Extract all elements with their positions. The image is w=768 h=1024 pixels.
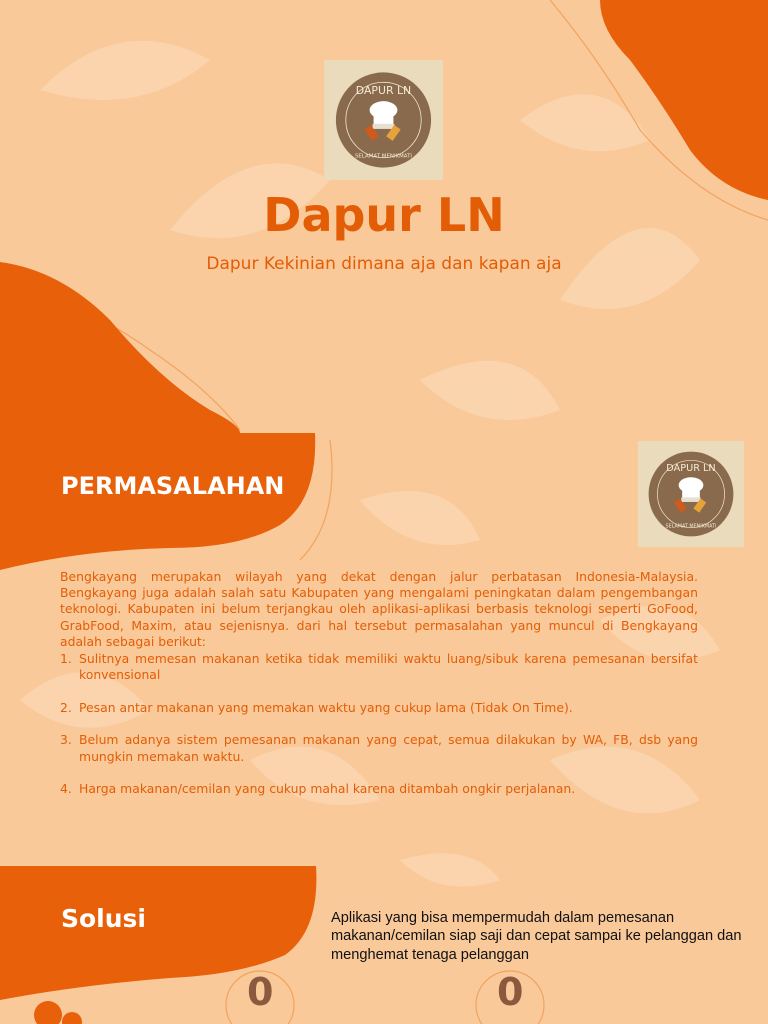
chef-hat-icon [370, 101, 398, 129]
problem-list [60, 651, 698, 814]
dapur-ln-logo-small [638, 441, 744, 547]
list-item: 4. Harga makanan/cemilan yang cukup mahal karena ditambah ongkir perjalanan. [60, 781, 576, 797]
solution-text: Aplikasi yang bisa mempermudah dalam pemesanan makanan/cemilan siap saji dan cepat sampai ke pelanggan dan menghemat tenaga pelanggan [331, 910, 742, 963]
logo-bottom-text: SELAMAT MENIKMATI [665, 523, 717, 530]
dapur-ln-logo [324, 60, 443, 180]
logo-top-text: DAPUR LN [666, 463, 716, 475]
list-item: 3. Belum adanya sistem pemesanan makanan yang cepat, semua dilakukan by WA, FB, dsb yang mungkin memakan waktu. [60, 732, 698, 764]
list-item: 2. Pesan antar makanan yang memakan waktu yang cukup lama (Tidak On Time). [60, 699, 573, 715]
solution-heading: Solusi [61, 904, 146, 933]
page-subtitle: Dapur Kekinian dimana aja dan kapan aja [206, 254, 562, 274]
page-title: Dapur LN [263, 188, 505, 242]
chef-hat-icon [679, 477, 704, 502]
list-item: 1. Sulitnya memesan makanan ketika tidak memiliki waktu luang/sibuk karena pemesanan bersifat konvensional [60, 651, 698, 683]
problem-heading: PERMASALAHAN [61, 472, 285, 500]
logo-bottom-text: SELAMAT MENIKMATI [354, 153, 413, 160]
counter-value: 0 [247, 970, 274, 1014]
problem-intro: Bengkayang merupakan wilayah yang dekat dengan jalur perbatasan Indonesia-Malaysia. Bengkayang juga adalah salah satu Kabupaten yang mengalami peningkatan dalam pengembangan teknologi. Kabupaten ini belum terjangkau oleh aplikasi-aplikasi berbasis teknologi seperti GoFood, GrabFood, Maxim, atau sejenisnya. dari hal tersebut permasalahan yang muncul di Bengkayang adalah sebagai berikut: [60, 569, 698, 649]
counter-value: 0 [497, 970, 524, 1014]
logo-top-text: DAPUR LN [355, 84, 412, 98]
